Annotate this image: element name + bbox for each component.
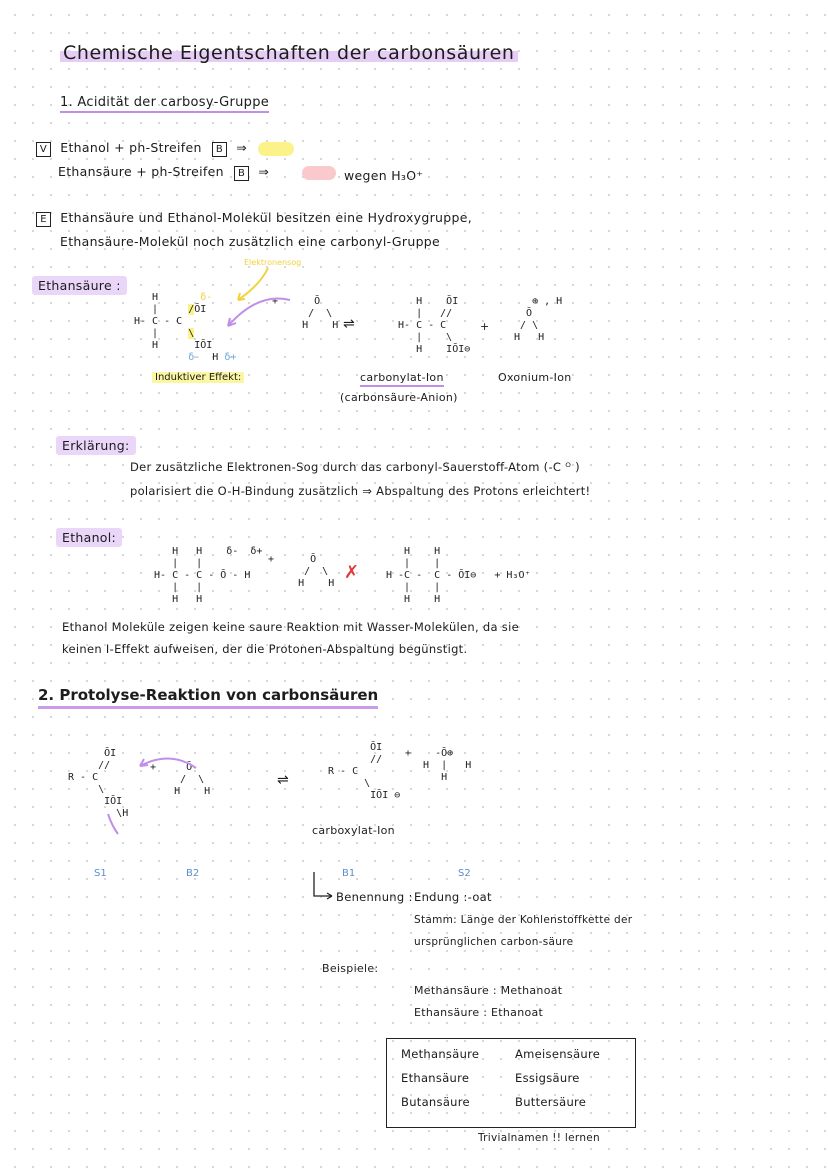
oxonium-structure: ⊕ , H Ō / \ H H <box>514 296 563 343</box>
endung-text: Endung :-oat <box>414 890 492 904</box>
implies-arrow-icon: ⇒ <box>236 140 248 155</box>
plus-sign: + <box>480 320 490 333</box>
carboxylat-structure: ŌI // R - C \ IŌI ⊖ <box>328 742 401 801</box>
checkbox-v-icon: V <box>36 142 51 157</box>
experiment-line-2: Ethansäure + ph-Streifen B ⇒ <box>58 164 270 179</box>
label-s1: S1 <box>94 868 107 879</box>
section-heading-1: 1. Acidität der carbosy-Gruppe <box>60 95 269 110</box>
ethanol-structure: H H δ- δ+ | | H- C - C - Ō - H | | H H <box>154 546 263 605</box>
no-reaction-cross-icon: ✗ <box>344 562 360 583</box>
carbonsaeure-anion-label: (carbonsäure-Anion) <box>340 391 458 404</box>
box-e-icon: E <box>36 212 51 227</box>
implies-arrow-icon-2: ⇒ <box>258 164 270 179</box>
elektronensog-arrow-icon <box>238 268 268 300</box>
trivial-note: Trivialnamen !! lernen <box>478 1132 600 1144</box>
ethansaeure-label: Ethansäure : <box>32 278 127 293</box>
erklaerung-line-2: polarisiert die O-H-Bindung zusätzlich ⇒ Abspaltung des Protons erleichtert! <box>130 484 591 498</box>
carbonsaeure-structure: ŌI // R - C \ IŌI \H <box>68 748 129 819</box>
water-structure-2: + Ō / \ H H <box>268 554 335 589</box>
proton-transfer-arrow-icon-2 <box>140 758 196 768</box>
trivial-row-name: Buttersäure <box>515 1095 587 1109</box>
trivial-row: Butansäure <box>401 1095 470 1109</box>
carbonylat-structure: H ŌI | // H- C - C | \ H IŌI⊖ <box>398 296 471 355</box>
wegen-note: wegen H₃O⁺ <box>344 168 424 183</box>
stamm-line-2: ursprünglichen carbon-säure <box>414 936 574 948</box>
water-structure-1: + Ō / \ H H <box>272 296 339 331</box>
stamm-line-1: Stamm: Länge der Kohlenstoffkette der <box>414 914 633 926</box>
benennung-label: Benennung : <box>336 890 413 904</box>
box-b-icon-2: B <box>234 166 249 181</box>
ethanol-label: Ethanol: <box>56 530 122 545</box>
ethanoic-acid-structure: H δ- | /ŌI H- C - C | \ H IŌI δ- H δ+ <box>134 292 237 363</box>
equilibrium-arrow-icon: ⇌ <box>343 316 355 332</box>
e-line-2: Ethansäure-Molekül noch zusätzlich eine carbonyl-Gruppe <box>60 234 441 249</box>
ethanol-line-1: Ethanol Moleküle zeigen keine saure Reaktion mit Wasser-Molekülen, da sie <box>62 620 519 634</box>
proton-transfer-arrow-icon <box>228 298 290 326</box>
benennung-arrow-icon <box>314 872 332 896</box>
carbonylat-label: carbonylat-Ion <box>360 371 444 384</box>
oxonium-structure-2: + -Ō⊕ H | H H <box>405 748 472 783</box>
trivial-row: Methansäure <box>401 1047 480 1061</box>
trivial-row: Ethansäure <box>401 1071 470 1085</box>
water-structure-3: + Ō / \ H H <box>150 762 211 797</box>
label-b2: B2 <box>186 868 200 879</box>
page-title: Chemische Eigentschaften der carbonsäuren <box>60 42 518 64</box>
section-heading-2: 2. Protolyse-Reaktion von carbonsäuren <box>38 686 378 704</box>
ethanolat-structure: H H | | H -C - C - ŌI⊖ + H₃O⁺ | | H H <box>386 546 531 605</box>
experiment-line-1: V Ethanol + ph-Streifen B ⇒ <box>36 140 247 157</box>
oxonium-label: Oxonium-Ion <box>498 371 572 384</box>
beispiele-label: Beispiele: <box>322 962 379 975</box>
erklaerung-line-1: Der zusätzliche Elektronen-Sog durch das carbonyl-Sauerstoff-Atom (-C ᴼ ) <box>130 460 580 474</box>
example-2: Ethansäure : Ethanoat <box>414 1006 544 1019</box>
ethanol-line-2: keinen I-Effekt aufweisen, der die Protonen-Abspaltung begünstigt. <box>62 642 468 656</box>
carboxylat-ion-label: carboxylat-Ion <box>312 824 395 837</box>
trivial-row-name: Ameisensäure <box>515 1047 601 1061</box>
induktiv-label: Induktiver Effekt: <box>152 372 244 383</box>
label-s2: S2 <box>458 868 471 879</box>
equilibrium-arrow-icon-2: ⇌ <box>277 772 289 788</box>
e-line-1: E Ethansäure und Ethanol-Molekül besitzen eine Hydroxygruppe, <box>36 210 472 227</box>
erklaerung-label: Erklärung: <box>56 438 136 453</box>
box-b-icon: B <box>212 142 227 157</box>
label-b1: B1 <box>342 868 356 879</box>
elektronensog-label: Elektronensog <box>244 258 302 267</box>
trivial-row-name: Essigsäure <box>515 1071 580 1085</box>
example-1: Methansäure : Methanoat <box>414 984 563 997</box>
